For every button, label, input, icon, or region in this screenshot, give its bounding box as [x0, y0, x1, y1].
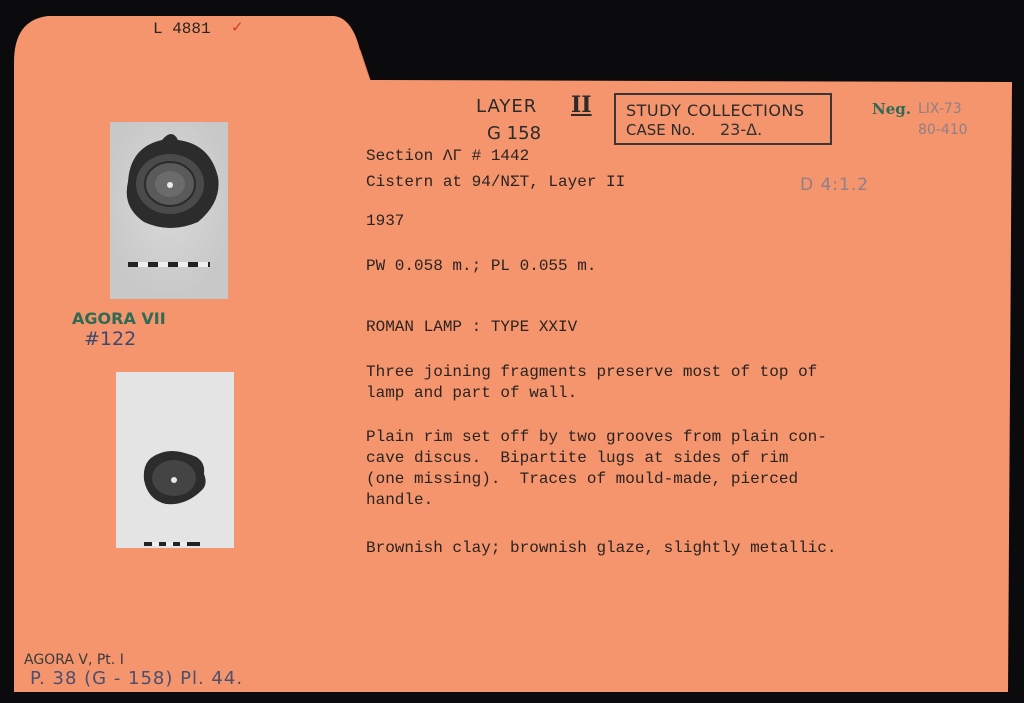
agora-reference-stamp: AGORA V, Pt. I	[24, 652, 124, 668]
neg-number-2: 80-410	[918, 122, 968, 138]
neg-number-1: LIX-73	[918, 101, 962, 117]
study-collections-stamp	[614, 93, 832, 145]
g-number: G 158	[487, 123, 542, 144]
object-title: ROMAN LAMP : TYPE XXIV	[366, 318, 578, 336]
case-number-label: CASE No.	[626, 121, 696, 139]
lamp-side-image	[116, 372, 234, 548]
layer-label: LAYER	[476, 96, 538, 117]
lamp-photo-side-view	[116, 372, 234, 548]
lamp-photo-top-view	[110, 122, 228, 299]
dimensions-line: PW 0.058 m.; PL 0.055 m.	[366, 257, 597, 275]
study-collections-label: STUDY COLLECTIONS	[626, 101, 805, 120]
description-paragraph-1: Three joining fragments preserve most of top of lamp and part of wall.	[366, 363, 818, 402]
year-line: 1937	[366, 212, 405, 230]
description-paragraph-2: Plain rim set off by two grooves from plain con- cave discus. Bipartite lugs at sides of rim (one missing). Traces of mould-made, pierced handle.	[366, 428, 827, 509]
catalog-number: L 4881	[153, 20, 211, 38]
d-code: D 4:1.2	[800, 175, 870, 195]
description-paragraph-3: Brownish clay; brownish glaze, slightly metallic.	[366, 539, 837, 557]
agora-publication-stamp: AGORA VII	[72, 309, 166, 328]
cistern-line: Cistern at 94/ΝΣΤ, Layer II	[366, 173, 626, 191]
case-number-value: 23-Δ.	[720, 120, 763, 139]
layer-value: II	[571, 92, 592, 118]
check-mark-icon: ✓	[231, 18, 244, 36]
agora-catalog-number: #122	[84, 328, 137, 350]
page-plate-reference: P. 38 (G - 158) Pl. 44.	[30, 668, 244, 689]
neg-label: Neg.	[872, 100, 911, 118]
section-line: Section ΛΓ # 1442	[366, 147, 530, 165]
lamp-top-image	[110, 122, 228, 299]
